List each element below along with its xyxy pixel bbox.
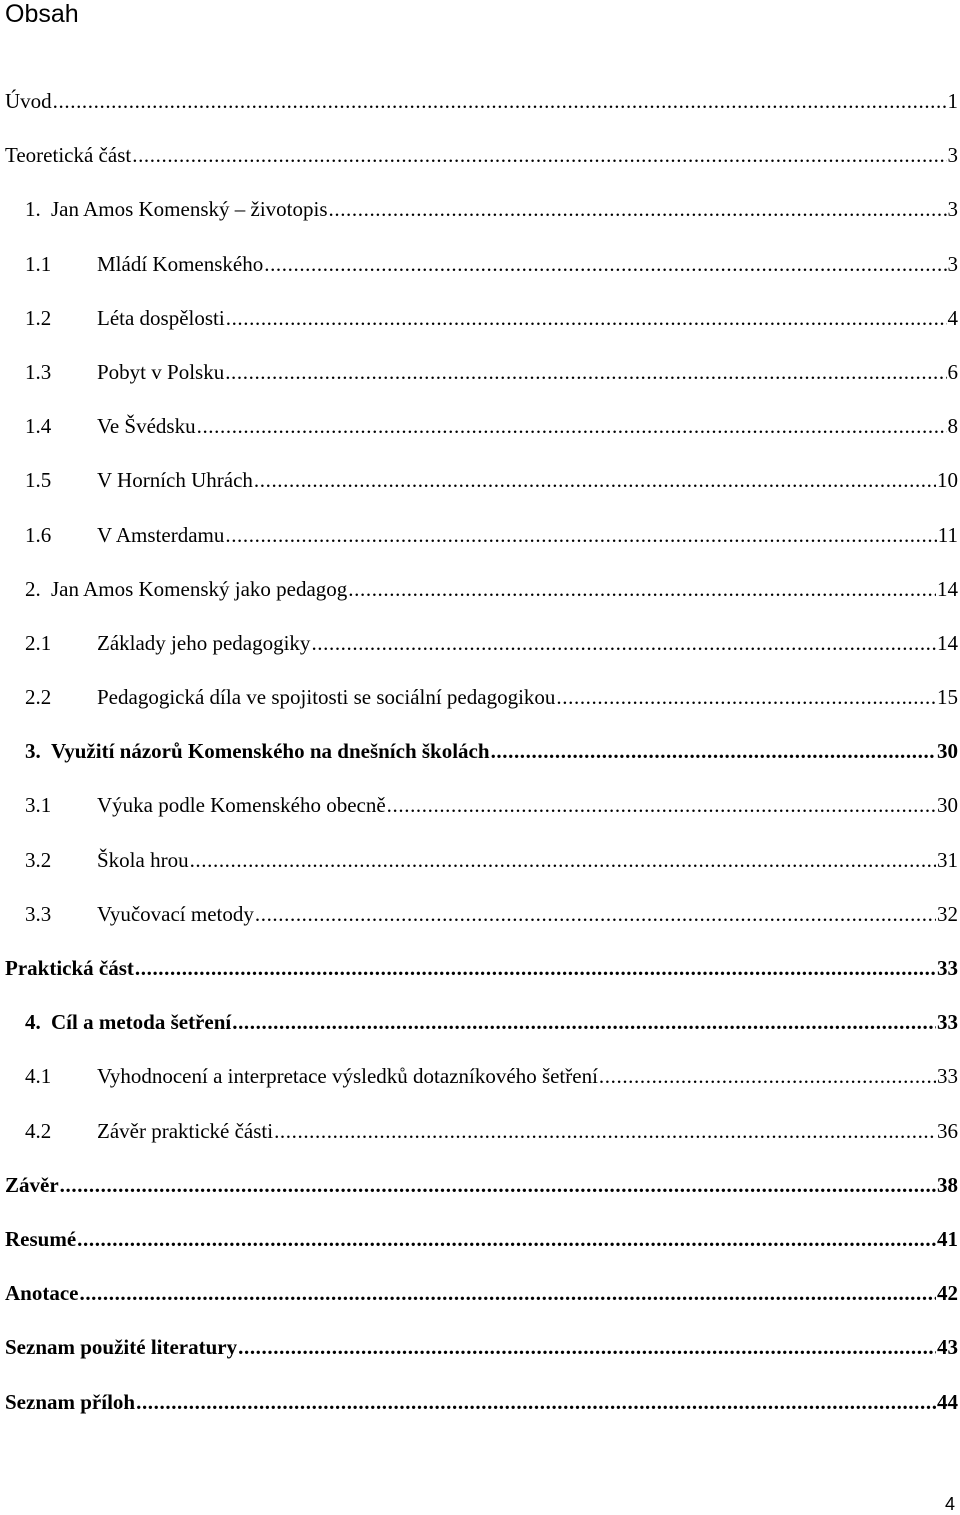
toc-entry[interactable] — [25, 844, 960, 876]
toc-entry-number: 4.1 — [25, 1064, 52, 1089]
toc-entry-page: 30 — [937, 793, 958, 818]
toc-entry-number: 1.5 — [25, 468, 52, 493]
toc-entry[interactable] — [5, 1386, 960, 1418]
toc-item[interactable] — [5, 1386, 960, 1440]
toc-dot-leader — [135, 952, 936, 984]
toc-dot-leader — [254, 464, 936, 496]
toc-dot-leader — [190, 844, 936, 876]
toc-entry[interactable] — [25, 1006, 960, 1038]
toc-entry-title: Závěr praktické části — [97, 1118, 274, 1143]
toc-dot-leader — [197, 410, 947, 442]
toc-entry-number: 3. — [25, 739, 41, 764]
toc-dot-leader — [255, 898, 936, 930]
toc-item[interactable] — [5, 844, 960, 898]
toc-entry-page: 33 — [937, 1064, 958, 1089]
toc-entry[interactable] — [5, 1169, 960, 1201]
table-of-contents — [5, 85, 960, 1440]
toc-entry-page: 30 — [937, 739, 958, 764]
toc-entry[interactable] — [25, 681, 960, 713]
toc-dot-leader — [348, 573, 936, 605]
toc-entry-page: 41 — [937, 1226, 958, 1251]
toc-entry-title: Pedagogická díla ve spojitosti se sociální pedagogikou — [97, 685, 556, 710]
toc-entry-title: Mládí Komenského — [97, 251, 264, 276]
toc-entry-number: 3.1 — [25, 793, 52, 818]
toc-entry-page: 1 — [947, 89, 958, 113]
toc-dot-leader — [225, 356, 946, 388]
toc-item[interactable] — [5, 519, 960, 573]
toc-dot-leader — [132, 139, 946, 171]
toc-dot-leader — [556, 681, 936, 713]
toc-dot-leader — [264, 248, 946, 280]
toc-dot-leader — [77, 1223, 936, 1255]
toc-entry-title: Základy jeho pedagogiky — [97, 630, 311, 655]
toc-item[interactable] — [5, 1060, 960, 1114]
toc-dot-leader — [225, 519, 936, 551]
toc-dot-leader — [329, 193, 947, 225]
toc-entry-page: 32 — [937, 901, 958, 926]
toc-item[interactable] — [5, 627, 960, 681]
toc-entry-title: Vyučovací metody — [97, 901, 254, 926]
toc-entry-page: 11 — [937, 522, 958, 547]
toc-entry-number: 4. — [25, 1010, 41, 1035]
toc-item[interactable] — [5, 410, 960, 464]
toc-entry[interactable] — [5, 952, 960, 984]
toc-entry-page: 4 — [947, 305, 958, 330]
toc-entry-page: 44 — [937, 1389, 958, 1414]
toc-entry[interactable] — [25, 193, 960, 225]
toc-entry[interactable] — [5, 1223, 960, 1255]
toc-item[interactable] — [5, 464, 960, 518]
toc-entry-page: 38 — [937, 1172, 958, 1197]
toc-dot-leader — [387, 789, 936, 821]
toc-entry-title: Léta dospělosti — [97, 305, 225, 330]
toc-entry[interactable] — [25, 464, 960, 496]
toc-entry[interactable] — [25, 898, 960, 930]
toc-entry-page: 14 — [937, 576, 958, 601]
toc-entry[interactable] — [25, 302, 960, 334]
toc-entry-page: 31 — [937, 847, 958, 872]
toc-entry-page: 15 — [937, 685, 958, 710]
toc-entry-title: Jan Amos Komenský jako pedagog — [51, 576, 348, 601]
toc-entry-title: Seznam příloh — [5, 1389, 136, 1414]
toc-entry-number: 1.4 — [25, 414, 52, 439]
toc-item[interactable] — [5, 85, 960, 139]
toc-item[interactable] — [5, 735, 960, 789]
toc-entry-title: Anotace — [5, 1281, 79, 1306]
toc-item[interactable] — [5, 356, 960, 410]
toc-entry-page: 33 — [937, 1010, 958, 1035]
toc-entry-title: Pobyt v Polsku — [97, 359, 225, 384]
toc-item[interactable] — [5, 898, 960, 952]
toc-dot-leader — [79, 1277, 936, 1309]
toc-entry[interactable] — [25, 519, 960, 551]
toc-entry-page: 6 — [947, 359, 958, 384]
toc-entry-title: Výuka podle Komenského obecně — [97, 793, 386, 818]
toc-entry-page: 43 — [937, 1335, 958, 1360]
toc-entry-number: 1.3 — [25, 359, 52, 384]
toc-entry-page: 3 — [947, 197, 958, 222]
toc-entry-page: 3 — [947, 143, 958, 168]
toc-item[interactable] — [5, 1115, 960, 1169]
page-title: Obsah — [5, 0, 79, 28]
toc-item[interactable] — [5, 302, 960, 356]
toc-entry-page: 3 — [947, 251, 958, 276]
toc-entry-number: 3.3 — [25, 901, 52, 926]
toc-entry-title: Škola hrou — [97, 847, 189, 872]
toc-entry[interactable] — [25, 735, 960, 767]
toc-entry-title: Ve Švédsku — [97, 414, 196, 439]
toc-dot-leader — [311, 627, 936, 659]
toc-entry-number: 1.6 — [25, 522, 52, 547]
toc-entry[interactable] — [25, 1060, 960, 1092]
toc-dot-leader — [53, 85, 947, 117]
toc-entry[interactable] — [25, 573, 960, 605]
toc-dot-leader — [136, 1386, 936, 1418]
toc-entry-title: Úvod — [5, 89, 52, 113]
toc-dot-leader — [599, 1060, 936, 1092]
toc-item[interactable] — [5, 1223, 960, 1277]
toc-entry[interactable] — [5, 1331, 960, 1363]
toc-item[interactable] — [5, 952, 960, 1006]
toc-entry[interactable] — [25, 248, 960, 280]
toc-dot-leader — [238, 1331, 936, 1363]
toc-entry-number: 3.2 — [25, 847, 52, 872]
toc-entry-page: 8 — [947, 414, 958, 439]
toc-entry[interactable] — [25, 1115, 960, 1147]
toc-dot-leader — [274, 1115, 936, 1147]
toc-entry[interactable] — [25, 356, 960, 388]
toc-entry-title: Jan Amos Komenský – životopis — [51, 197, 328, 222]
toc-entry-number: 2.2 — [25, 685, 52, 710]
toc-entry-title: Praktická část — [5, 956, 134, 980]
toc-item[interactable] — [5, 248, 960, 302]
toc-entry-page: 14 — [937, 630, 958, 655]
toc-entry-title: Závěr — [5, 1172, 59, 1197]
toc-entry[interactable] — [5, 139, 960, 171]
toc-entry-page: 10 — [937, 468, 958, 493]
toc-entry-title: V Amsterdamu — [97, 522, 225, 547]
toc-dot-leader — [491, 735, 936, 767]
toc-entry-number: 2.1 — [25, 630, 52, 655]
toc-entry-title: Seznam použité literatury — [5, 1335, 238, 1360]
toc-entry-title: Teoretická část — [5, 143, 132, 168]
toc-entry-title: Resumé — [5, 1226, 77, 1251]
toc-entry-number: 1.1 — [25, 251, 52, 276]
toc-entry-title: Využití názorů Komenského na dnešních školách — [51, 739, 490, 764]
toc-item[interactable] — [5, 1006, 960, 1060]
toc-item[interactable] — [5, 789, 960, 843]
toc-entry-page: 42 — [937, 1281, 958, 1306]
toc-item[interactable] — [5, 681, 960, 735]
toc-entry[interactable] — [5, 1277, 960, 1309]
toc-entry[interactable] — [25, 789, 960, 821]
page-number: 4 — [944, 1494, 955, 1514]
toc-entry-title: Cíl a metoda šetření — [51, 1010, 232, 1035]
toc-entry[interactable] — [25, 410, 960, 442]
toc-dot-leader — [60, 1169, 936, 1201]
toc-item[interactable] — [5, 139, 960, 193]
toc-entry[interactable] — [5, 85, 960, 117]
toc-item[interactable] — [5, 1169, 960, 1223]
toc-entry[interactable] — [25, 627, 960, 659]
toc-entry-page: 33 — [937, 956, 958, 980]
toc-dot-leader — [232, 1006, 936, 1038]
toc-entry-title: Vyhodnocení a interpretace výsledků dotazníkového šetření — [97, 1064, 598, 1089]
toc-item[interactable] — [5, 573, 960, 627]
toc-entry-number: 1. — [25, 197, 41, 222]
toc-dot-leader — [226, 302, 947, 334]
toc-item[interactable] — [5, 1331, 960, 1385]
toc-entry-number: 4.2 — [25, 1118, 52, 1143]
toc-entry-title: V Horních Uhrách — [97, 468, 253, 493]
toc-item[interactable] — [5, 1277, 960, 1331]
toc-entry-page: 36 — [937, 1118, 958, 1143]
toc-item[interactable] — [5, 193, 960, 247]
toc-entry-number: 1.2 — [25, 305, 52, 330]
toc-entry-number: 2. — [25, 576, 41, 601]
